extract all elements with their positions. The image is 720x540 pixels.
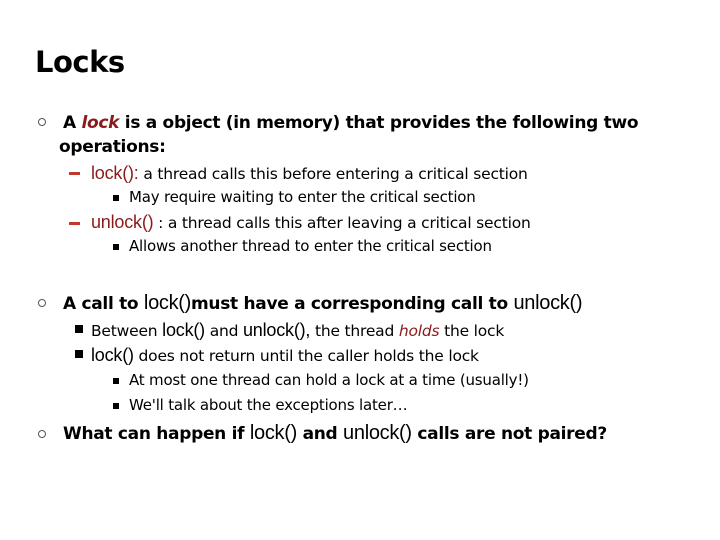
between-pre: Between <box>91 322 163 340</box>
unlock-code: unlock() <box>91 212 154 232</box>
between-unlock-code: unlock(), <box>242 320 311 340</box>
bullet-lock-unlock-pair <box>63 292 582 315</box>
b3-unlock-code: unlock() <box>343 422 412 444</box>
bullet-unpaired-question <box>63 422 607 445</box>
b3-mid: and <box>296 424 344 444</box>
b2-pre: A call to <box>63 294 144 314</box>
b3-pre: What can happen if <box>63 424 250 444</box>
page-title: Locks <box>35 45 125 79</box>
bullet-lock-definition <box>63 113 638 133</box>
b2-unlock-code: unlock() <box>513 292 583 314</box>
square-bullet-icon <box>75 350 83 358</box>
b3-post: calls are not paired? <box>411 424 607 444</box>
lock-return-text: does not return until the caller holds the lock <box>133 347 479 365</box>
dash-icon <box>69 172 80 175</box>
sub-between <box>91 320 504 341</box>
square-bullet-icon <box>75 325 83 333</box>
sub-unlock-detail: Allows another thread to enter the critical section <box>129 237 492 255</box>
between-post1: the thread <box>310 322 399 340</box>
b2-mid: must have a corresponding call to <box>191 294 514 314</box>
sub-unlock <box>91 212 531 233</box>
bullet-circle-icon <box>38 430 46 438</box>
square-bullet-icon <box>113 195 119 201</box>
sub-lock-text: a thread calls this before entering a critical section <box>138 165 528 183</box>
square-bullet-icon <box>113 378 119 384</box>
square-bullet-icon <box>113 403 119 409</box>
sub-one-thread: At most one thread can hold a lock at a time (usually!) <box>129 371 529 389</box>
bullet-text-post: is a object (in memory) that provides the following two <box>119 113 639 133</box>
holds-term: holds <box>398 322 440 340</box>
b2-lock-code: lock() <box>143 292 192 314</box>
bullet-circle-icon <box>38 118 46 126</box>
lock-return-code: lock() <box>91 345 134 365</box>
dash-icon <box>69 222 80 225</box>
bullet-text-pre: A <box>63 113 82 133</box>
sub-lock-return <box>91 345 479 366</box>
between-post2: the lock <box>439 322 505 340</box>
bullet-lock-definition-cont: operations: <box>59 137 166 157</box>
lock-code: lock(): <box>91 163 139 183</box>
lock-term: lock <box>81 113 120 133</box>
sub-exceptions: We'll talk about the exceptions later… <box>129 396 408 414</box>
sub-lock-detail: May require waiting to enter the critical section <box>129 188 476 206</box>
sub-lock <box>91 163 528 184</box>
b3-lock-code: lock() <box>249 422 297 444</box>
bullet-circle-icon <box>38 299 46 307</box>
between-mid: and <box>204 322 243 340</box>
sub-unlock-text: : a thread calls this after leaving a critical section <box>153 214 531 232</box>
square-bullet-icon <box>113 244 119 250</box>
between-lock-code: lock() <box>162 320 205 340</box>
